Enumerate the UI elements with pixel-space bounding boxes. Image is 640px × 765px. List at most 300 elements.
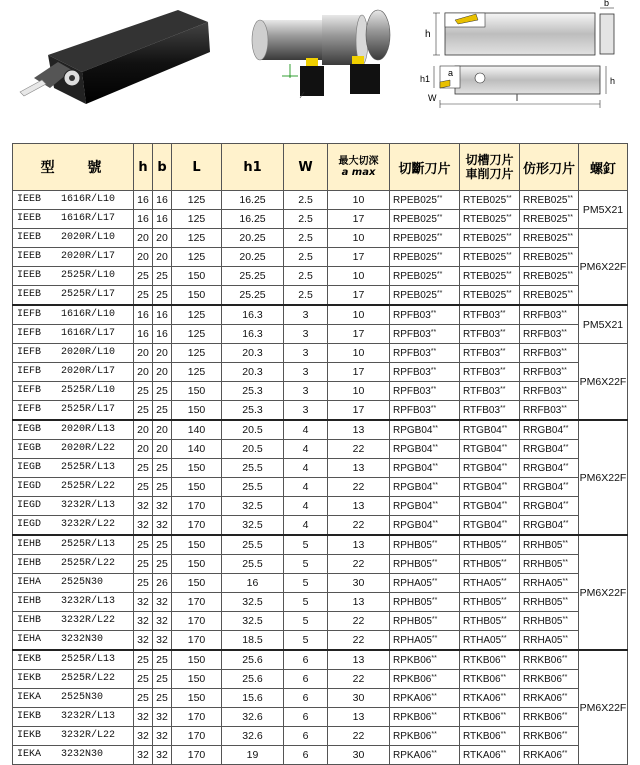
cell-b: 16 [153, 305, 172, 325]
cell-groove-insert [460, 420, 520, 440]
cell-model [13, 440, 134, 459]
cell-h: 32 [134, 612, 153, 631]
table-row [13, 363, 628, 382]
insert-suffix: ** [430, 386, 437, 393]
table-row [13, 248, 628, 267]
cell-max-depth: 22 [328, 440, 390, 459]
table-row [13, 497, 628, 516]
machining-illustration [252, 10, 390, 98]
insert-suffix: ** [563, 520, 569, 527]
cell-W: 6 [284, 689, 328, 708]
cell-profile-insert [520, 650, 579, 670]
cell-h: 20 [134, 248, 153, 267]
cell-h: 25 [134, 401, 153, 421]
model-series: IEKA [17, 692, 42, 703]
cell-h1: 19 [222, 746, 284, 765]
insert-suffix: ** [501, 597, 507, 604]
cell-profile-insert [520, 612, 579, 631]
insert-suffix: ** [431, 712, 437, 719]
cell-b: 32 [153, 631, 172, 651]
header-b: b [153, 144, 172, 191]
cell-L: 125 [172, 191, 222, 210]
cell-cutoff-insert [390, 248, 460, 267]
cell-model [13, 497, 134, 516]
model-series: IEHB [17, 539, 42, 550]
product-illustrations [0, 0, 640, 140]
insert-suffix: ** [561, 310, 567, 317]
insert-suffix: ** [430, 405, 437, 412]
cell-screw: PM5X21 [579, 305, 628, 344]
cell-L: 150 [172, 286, 222, 306]
cell-h1: 20.25 [222, 229, 284, 248]
insert-code: RTEB025 [463, 252, 507, 263]
insert-suffix: ** [506, 271, 512, 278]
drawing-side-view [420, 66, 615, 108]
cell-b: 25 [153, 267, 172, 286]
cell-max-depth: 10 [328, 229, 390, 248]
cell-screw: PM6X22F [579, 229, 628, 306]
insert-code: RRHB05 [523, 597, 563, 608]
cell-L: 170 [172, 708, 222, 727]
cell-profile-insert [520, 325, 579, 344]
insert-code: RTKA06 [463, 750, 501, 761]
cell-L: 170 [172, 593, 222, 612]
insert-suffix: ** [432, 425, 438, 432]
cell-L: 140 [172, 420, 222, 440]
cell-max-depth: 10 [328, 267, 390, 286]
insert-code: RPGB04 [393, 463, 433, 474]
cell-L: 125 [172, 305, 222, 325]
cell-model [13, 746, 134, 765]
cell-h: 25 [134, 478, 153, 497]
insert-code: RREB025 [523, 233, 568, 244]
cell-L: 150 [172, 401, 222, 421]
insert-code: RPKA06 [393, 750, 432, 761]
insert-code: RPGB04 [393, 482, 433, 493]
model-series: IEEB [17, 232, 42, 243]
insert-suffix: ** [436, 233, 443, 240]
cell-model [13, 420, 134, 440]
cell-groove-insert [460, 727, 520, 746]
model-size: 3232R/L13 [61, 500, 116, 511]
insert-suffix: ** [436, 290, 443, 297]
insert-suffix: ** [500, 655, 507, 662]
cell-b: 16 [153, 325, 172, 344]
cell-h1: 25.5 [222, 555, 284, 574]
dim-h-right-label: h [610, 76, 616, 86]
cell-L: 150 [172, 670, 222, 689]
insert-suffix: ** [561, 655, 568, 662]
model-size: 2020R/L22 [61, 443, 116, 454]
cell-groove-insert [460, 440, 520, 459]
cell-groove-insert [460, 363, 520, 382]
insert-suffix: ** [431, 540, 438, 547]
header-max-depth [328, 144, 390, 191]
cell-screw: PM6X22F [579, 535, 628, 650]
cell-model [13, 267, 134, 286]
cell-h: 20 [134, 344, 153, 363]
cell-max-depth: 13 [328, 708, 390, 727]
insert-suffix: ** [500, 405, 506, 412]
insert-code: RPKB06 [393, 712, 432, 723]
cell-cutoff-insert [390, 650, 460, 670]
cell-screw: PM5X21 [579, 191, 628, 229]
cell-model [13, 363, 134, 382]
cell-groove-insert [460, 593, 520, 612]
cell-groove-insert [460, 516, 520, 536]
model-series: IEKB [17, 711, 42, 722]
model-series: IEGB [17, 424, 42, 435]
insert-code: RPHA05 [393, 635, 432, 646]
table-header-row [13, 144, 628, 191]
insert-suffix: ** [563, 482, 569, 489]
cell-h: 32 [134, 516, 153, 536]
insert-suffix: ** [561, 405, 567, 412]
cell-profile-insert [520, 459, 579, 478]
model-series: IEEB [17, 194, 42, 205]
cell-profile-insert [520, 267, 579, 286]
cell-groove-insert [460, 325, 520, 344]
insert-suffix: ** [561, 731, 568, 738]
model-size: 2020R/L17 [61, 366, 116, 377]
model-size: 3232N30 [61, 634, 104, 645]
cell-h1: 25.5 [222, 459, 284, 478]
cell-h1: 16.25 [222, 191, 284, 210]
cell-profile-insert [520, 382, 579, 401]
insert-code: RPFB03 [393, 386, 431, 397]
insert-suffix: ** [561, 329, 567, 336]
tool-holder-photo [20, 10, 210, 104]
cell-profile-insert [520, 420, 579, 440]
cell-h1: 18.5 [222, 631, 284, 651]
cell-h: 25 [134, 670, 153, 689]
cell-h1: 25.3 [222, 401, 284, 421]
model-series: IEEB [17, 289, 42, 300]
model-size: 1616R/L10 [61, 194, 116, 205]
insert-code: RTGB04 [463, 501, 502, 512]
cell-model [13, 210, 134, 229]
cell-groove-insert [460, 286, 520, 306]
insert-code: RTEB025 [463, 271, 507, 282]
insert-code: RTFB03 [463, 405, 501, 416]
dim-a-label: a [448, 68, 454, 78]
cell-profile-insert [520, 631, 579, 651]
insert-suffix: ** [563, 501, 569, 508]
cell-W: 3 [284, 325, 328, 344]
insert-code: RTHB05 [463, 597, 502, 608]
cell-h1: 32.6 [222, 727, 284, 746]
cell-h1: 32.5 [222, 612, 284, 631]
cell-cutoff-insert [390, 210, 460, 229]
insert-code: RREB025 [523, 252, 568, 263]
cell-cutoff-insert [390, 478, 460, 497]
model-size: 2525R/L13 [61, 654, 116, 665]
cell-b: 25 [153, 478, 172, 497]
insert-suffix: ** [561, 674, 568, 681]
insert-code: RPHB05 [393, 597, 432, 608]
cell-groove-insert [460, 248, 520, 267]
model-size: 2525R/L22 [61, 673, 116, 684]
cell-max-depth: 22 [328, 631, 390, 651]
model-size: 2020R/L10 [61, 232, 116, 243]
cell-profile-insert [520, 401, 579, 421]
cell-cutoff-insert [390, 708, 460, 727]
insert-code: RTKB06 [463, 731, 501, 742]
cell-h1: 25.3 [222, 382, 284, 401]
header-profile-insert: 仿形刀片 [520, 144, 579, 191]
header-W: W [284, 144, 328, 191]
insert-code: RTGB04 [463, 444, 502, 455]
insert-suffix: ** [501, 635, 507, 642]
insert-suffix: ** [567, 233, 573, 240]
cell-W: 5 [284, 631, 328, 651]
insert-code: RREB025 [523, 195, 568, 206]
cell-profile-insert [520, 708, 579, 727]
insert-code: RRKB06 [523, 655, 562, 666]
cell-profile-insert [520, 191, 579, 210]
insert-code: RTGB04 [463, 520, 502, 531]
cell-h: 25 [134, 574, 153, 593]
insert-code: RRHA05 [523, 635, 563, 646]
insert-code: RRKB06 [523, 674, 562, 685]
table-row [13, 670, 628, 689]
cell-W: 5 [284, 574, 328, 593]
table-row [13, 325, 628, 344]
dim-b-label: b [604, 0, 610, 8]
cell-h1: 25.25 [222, 286, 284, 306]
cell-groove-insert [460, 305, 520, 325]
cell-model [13, 631, 134, 651]
cell-max-depth: 10 [328, 344, 390, 363]
insert-suffix: ** [500, 712, 507, 719]
insert-suffix: ** [567, 252, 573, 259]
header-groove-insert [460, 144, 520, 191]
model-series: IEHA [17, 634, 42, 645]
header-groove-line1: 切槽刀片 [465, 153, 514, 167]
cell-cutoff-insert [390, 670, 460, 689]
cell-b: 26 [153, 574, 172, 593]
cell-cutoff-insert [390, 286, 460, 306]
header-model: 型 號 [13, 144, 134, 191]
model-series: IEGD [17, 481, 42, 492]
cell-h1: 32.5 [222, 516, 284, 536]
model-series: IEHA [17, 577, 42, 588]
table-row [13, 516, 628, 536]
cell-b: 20 [153, 248, 172, 267]
table-row [13, 689, 628, 708]
insert-suffix: ** [563, 444, 569, 451]
cell-groove-insert [460, 401, 520, 421]
table-row [13, 344, 628, 363]
model-series: IEFB [17, 404, 42, 415]
cell-groove-insert [460, 459, 520, 478]
model-series: IEGD [17, 500, 42, 511]
cell-W: 3 [284, 401, 328, 421]
table-row [13, 708, 628, 727]
insert-suffix: ** [501, 559, 507, 566]
cell-cutoff-insert [390, 746, 460, 765]
cell-cutoff-insert [390, 593, 460, 612]
cell-profile-insert [520, 210, 579, 229]
cell-cutoff-insert [390, 191, 460, 210]
insert-suffix: ** [561, 750, 568, 757]
insert-suffix: ** [563, 463, 569, 470]
insert-code: RPKB06 [393, 655, 432, 666]
cell-h: 20 [134, 363, 153, 382]
cell-groove-insert [460, 191, 520, 210]
cell-W: 2.5 [284, 248, 328, 267]
cell-groove-insert [460, 631, 520, 651]
table-row [13, 210, 628, 229]
model-size: 3232R/L22 [61, 730, 116, 741]
cell-profile-insert [520, 363, 579, 382]
cell-cutoff-insert [390, 555, 460, 574]
cell-h1: 32.6 [222, 708, 284, 727]
model-size: 2525R/L17 [61, 289, 116, 300]
spec-table-container [12, 143, 627, 761]
cell-b: 20 [153, 363, 172, 382]
table-row [13, 191, 628, 210]
tool-drawings [0, 0, 640, 140]
cell-b: 32 [153, 708, 172, 727]
cell-W: 5 [284, 593, 328, 612]
insert-code: RTFB03 [463, 367, 501, 378]
dim-h1-label: h1 [420, 74, 431, 84]
model-size: 2525R/L13 [61, 539, 116, 550]
insert-suffix: ** [500, 674, 507, 681]
cell-L: 150 [172, 267, 222, 286]
cell-groove-insert [460, 344, 520, 363]
cell-h1: 25.6 [222, 650, 284, 670]
cell-max-depth: 30 [328, 689, 390, 708]
table-row [13, 727, 628, 746]
model-series: IEFB [17, 347, 42, 358]
cell-screw: PM6X22F [579, 420, 628, 535]
header-max-depth-label: 最大切深 [338, 156, 379, 167]
cell-max-depth: 17 [328, 325, 390, 344]
insert-suffix: ** [431, 750, 437, 757]
cell-screw: PM6X22F [579, 650, 628, 765]
cell-groove-insert [460, 574, 520, 593]
cell-h1: 25.5 [222, 535, 284, 555]
insert-code: RPGB04 [393, 425, 433, 436]
insert-code: RTGB04 [463, 482, 502, 493]
cell-model [13, 650, 134, 670]
insert-suffix: ** [562, 635, 568, 642]
insert-code: RPKB06 [393, 674, 432, 685]
dim-h-label: h [425, 29, 431, 40]
cell-W: 4 [284, 420, 328, 440]
cell-cutoff-insert [390, 516, 460, 536]
table-body [13, 191, 628, 765]
model-size: 2525R/L10 [61, 270, 116, 281]
model-series: IEEB [17, 213, 42, 224]
insert-code: RPGB04 [393, 501, 433, 512]
cell-profile-insert [520, 440, 579, 459]
cell-groove-insert [460, 267, 520, 286]
insert-code: RRHB05 [523, 540, 563, 551]
insert-suffix: ** [500, 367, 506, 374]
insert-code: RRHB05 [523, 616, 563, 627]
insert-suffix: ** [506, 233, 512, 240]
cell-h1: 16 [222, 574, 284, 593]
cell-groove-insert [460, 612, 520, 631]
table-row [13, 305, 628, 325]
cell-max-depth: 13 [328, 535, 390, 555]
insert-code: RPEB025 [393, 233, 437, 244]
insert-code: RREB025 [523, 290, 568, 301]
cell-h: 20 [134, 440, 153, 459]
cell-profile-insert [520, 593, 579, 612]
cell-L: 170 [172, 516, 222, 536]
insert-suffix: ** [431, 731, 437, 738]
table-row [13, 382, 628, 401]
cell-model [13, 248, 134, 267]
cell-cutoff-insert [390, 344, 460, 363]
cell-L: 150 [172, 650, 222, 670]
cell-model [13, 727, 134, 746]
cell-h1: 16.25 [222, 210, 284, 229]
cell-L: 125 [172, 344, 222, 363]
cell-h: 25 [134, 382, 153, 401]
insert-code: RPEB025 [393, 290, 437, 301]
cell-profile-insert [520, 478, 579, 497]
insert-suffix: ** [500, 329, 506, 336]
cell-groove-insert [460, 746, 520, 765]
cell-max-depth: 10 [328, 382, 390, 401]
cell-b: 25 [153, 650, 172, 670]
insert-code: RRFB03 [523, 386, 562, 397]
insert-code: RTFB03 [463, 348, 501, 359]
model-series: IEFB [17, 309, 42, 320]
cell-max-depth: 17 [328, 248, 390, 267]
cell-h: 25 [134, 267, 153, 286]
cell-W: 4 [284, 516, 328, 536]
cell-cutoff-insert [390, 440, 460, 459]
cell-groove-insert [460, 555, 520, 574]
cell-L: 170 [172, 612, 222, 631]
cell-h: 32 [134, 708, 153, 727]
model-size: 2525R/L17 [61, 404, 116, 415]
insert-suffix: ** [501, 501, 508, 508]
cell-model [13, 593, 134, 612]
insert-code: RTKB06 [463, 674, 501, 685]
cell-max-depth: 13 [328, 593, 390, 612]
insert-code: RPKB06 [393, 731, 432, 742]
cell-h1: 25.6 [222, 670, 284, 689]
insert-suffix: ** [567, 214, 573, 221]
insert-code: RPGB04 [393, 444, 433, 455]
insert-suffix: ** [506, 195, 512, 202]
table-row [13, 555, 628, 574]
cell-L: 125 [172, 210, 222, 229]
model-size: 2525R/L13 [61, 462, 116, 473]
insert-suffix: ** [500, 386, 506, 393]
cell-h1: 32.5 [222, 497, 284, 516]
insert-code: RTHB05 [463, 559, 502, 570]
cell-W: 5 [284, 612, 328, 631]
insert-suffix: ** [561, 367, 567, 374]
insert-suffix: ** [500, 310, 506, 317]
cell-groove-insert [460, 210, 520, 229]
cell-model [13, 305, 134, 325]
cell-max-depth: 22 [328, 612, 390, 631]
insert-code: RRHA05 [523, 578, 563, 589]
cell-cutoff-insert [390, 325, 460, 344]
model-series: IEKB [17, 673, 42, 684]
cell-h1: 32.5 [222, 593, 284, 612]
cell-max-depth: 17 [328, 401, 390, 421]
